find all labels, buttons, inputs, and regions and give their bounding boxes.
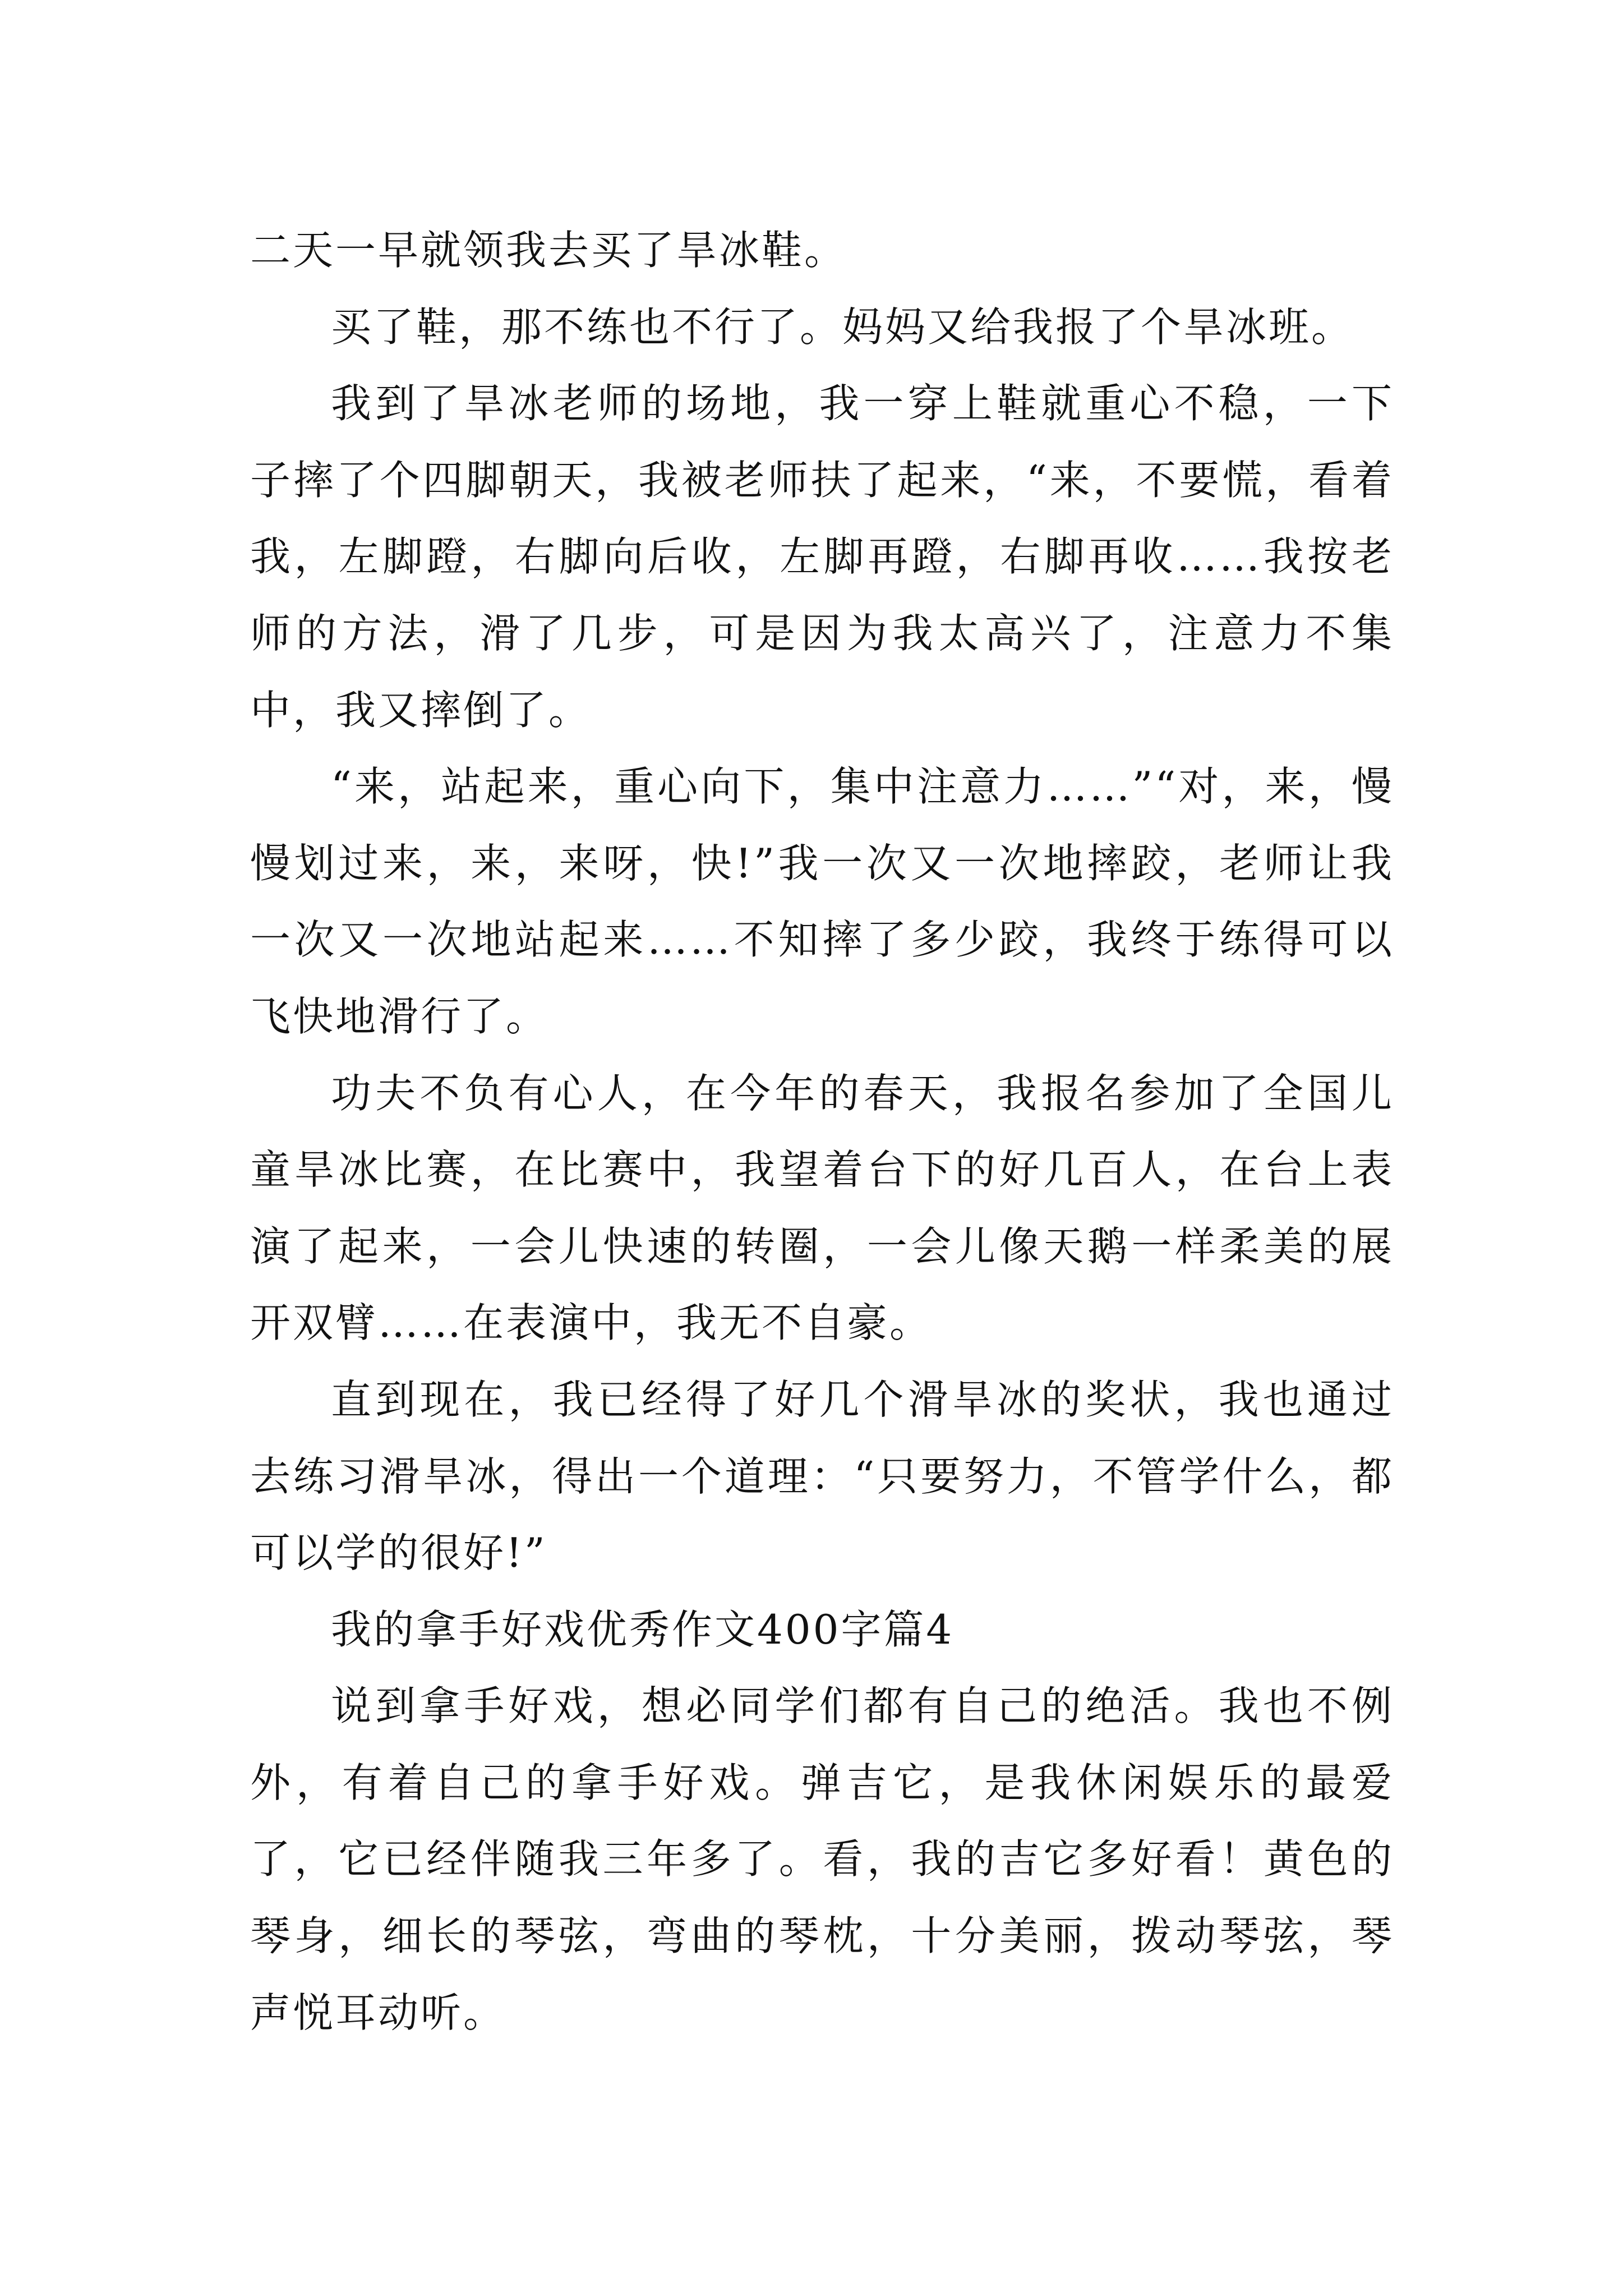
document-body [250,212,1394,2051]
paragraph-1: 二天一早就领我去买了旱冰鞋。 [250,227,847,274]
paragraph-2: 买了鞋，那不练也不行了。妈妈又给我报了个旱冰班。 [331,303,1354,351]
paragraph-4: “来，站起来，重心向下，集中注意力……”“对，来，慢慢划过来，来，来呀，快!”我一次又一次地摔跤，老师让我一次又一次地站起来……不知摔了多少跤，我终于练得可以飞快地滑行了。 [250,763,1394,1040]
paragraph-3: 我到了旱冰老师的场地，我一穿上鞋就重心不稳，一下子摔了个四脚朝天，我被老师扶了起来，“来，不要慌，看着我，左脚蹬，右脚向后收，左脚再蹬，右脚再收……我按老师的方法，滑了几步，可是因为我太高兴了，注意力不集中，我又摔倒了。 [250,380,1394,734]
paragraph-7: 说到拿手好戏，想必同学们都有自己的绝活。我也不例外，有着自己的拿手好戏。弹吉它，是我休闲娱乐的最爱了，它已经伴随我三年多了。看，我的吉它多好看！黄色的琴身，细长的琴弦，弯曲的琴枕，十分美丽，拨动琴弦，琴声悦耳动听。 [250,1682,1394,2036]
paragraph-5: 功夫不负有心人，在今年的春天，我报名参加了全国儿童旱冰比赛，在比赛中，我望着台下的好几百人，在台上表演了起来，一会儿快速的转圈，一会儿像天鹅一样柔美的展开双臂……在表演中，我无不自豪。 [250,1069,1394,1347]
section-heading: 我的拿手好戏优秀作文400字篇4 [331,1605,955,1653]
paragraph-6: 直到现在，我已经得了好几个滑旱冰的奖状，我也通过去练习滑旱冰，得出一个道理：“只要努力，不管学什么，都可以学的很好!” [250,1375,1394,1577]
